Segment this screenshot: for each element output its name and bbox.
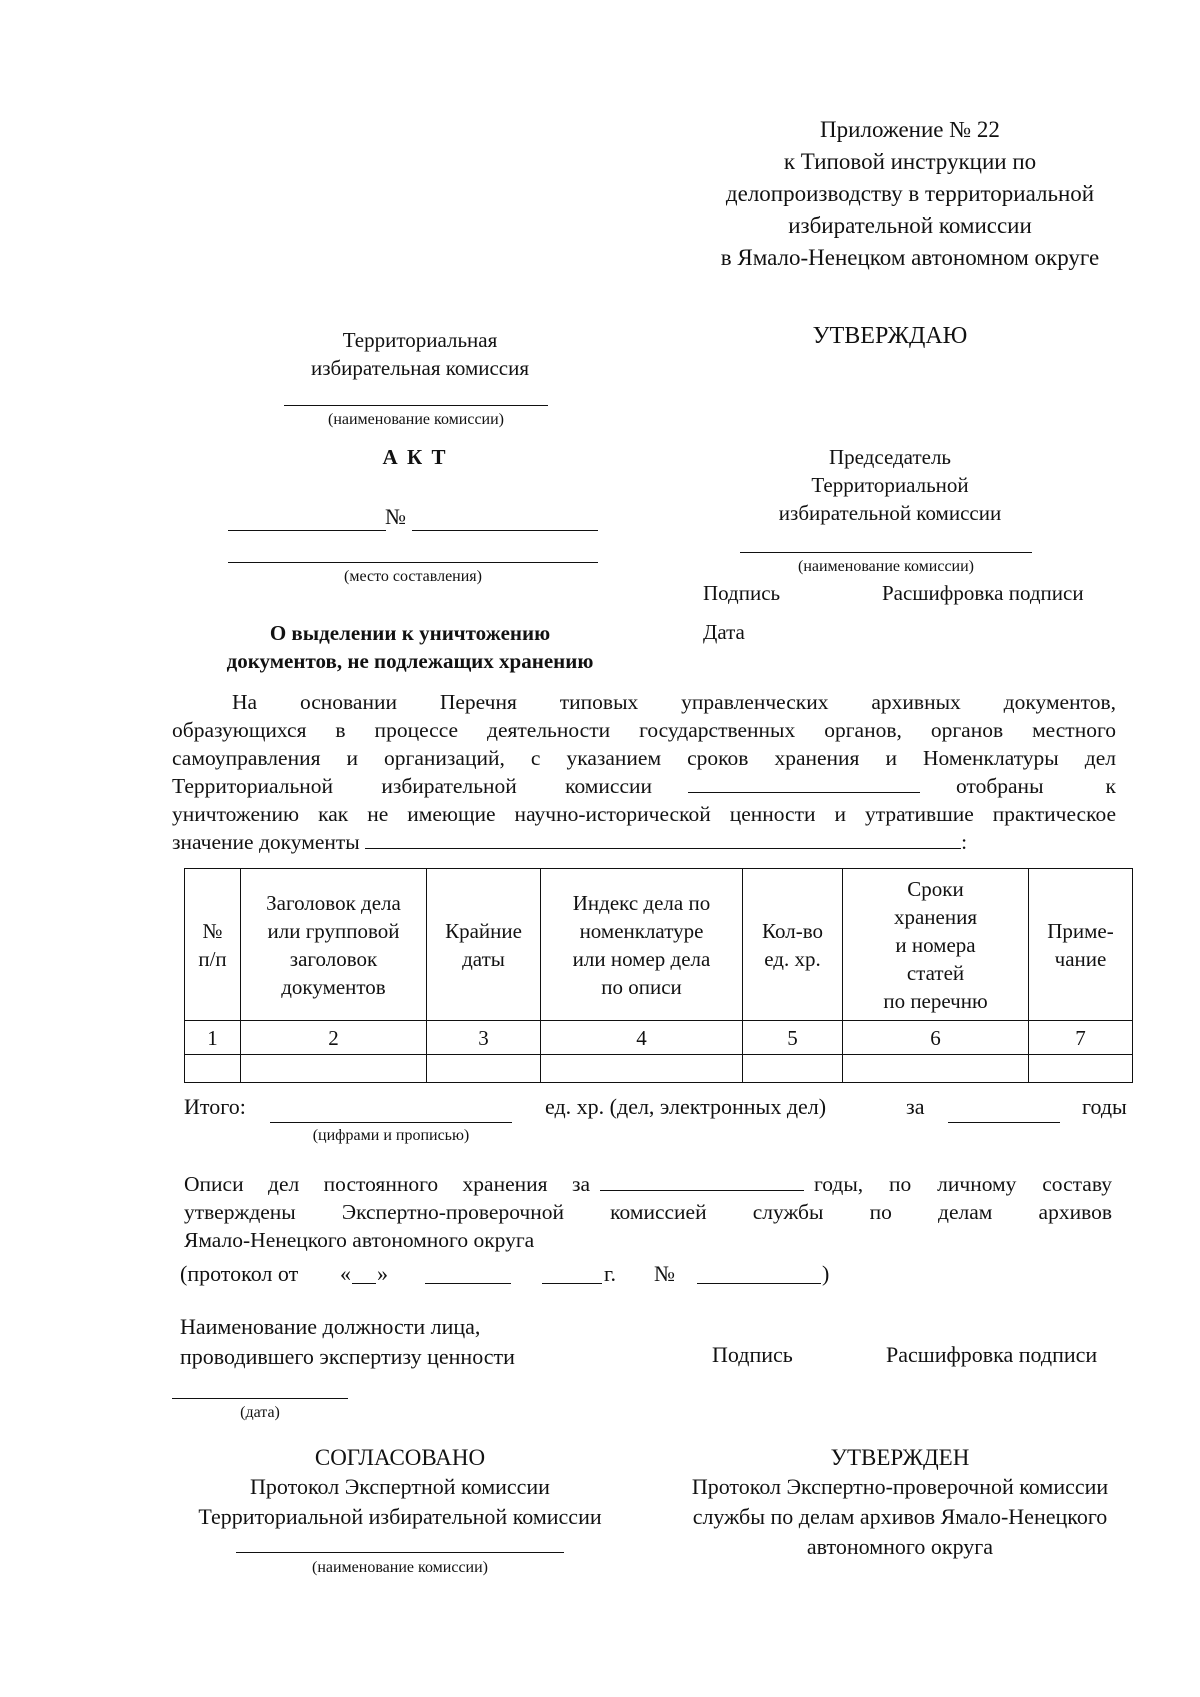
body-line-6 — [172, 828, 1116, 856]
org-name-blank — [284, 405, 548, 406]
table-header-row — [185, 869, 1133, 1021]
empty-cell — [241, 1055, 427, 1083]
empty-cell — [743, 1055, 843, 1083]
approve-caption: (наименование комиссии) — [797, 558, 974, 575]
act-number-blank — [412, 530, 598, 531]
appendix-line: избирательной комиссии — [788, 213, 1032, 238]
empty-cell — [427, 1055, 541, 1083]
total-caption: (цифрами и прописью) — [312, 1127, 470, 1144]
act-number-sign: № — [385, 504, 406, 529]
org-caption: (наименование комиссии) — [327, 411, 504, 428]
approve-signature-label: Подпись — [703, 581, 781, 605]
approve-decoding-label: Расшифровка подписи — [882, 581, 1084, 605]
body-line-6-text: значение документы — [172, 830, 360, 854]
body-line-2: образующихся в процессе деятельности государственных органов, органов местного — [172, 718, 1116, 742]
total-years: годы — [1082, 1094, 1127, 1119]
agreed-text — [150, 1472, 650, 1532]
inventory-line-1 — [184, 1170, 1112, 1198]
empty-cell — [843, 1055, 1029, 1083]
expert-date-caption: (дата) — [240, 1404, 280, 1421]
empty-cell — [185, 1055, 241, 1083]
col-number-cell: 1 — [185, 1021, 241, 1055]
total-years-blank — [948, 1122, 1060, 1123]
table-row — [185, 1055, 1133, 1083]
protocol-from: (протокол от — [180, 1261, 299, 1286]
approved-line-3: автономного округа — [806, 1534, 994, 1559]
act-subject — [170, 619, 650, 675]
body-line-6-end: : — [961, 830, 968, 854]
protocol-day-blank — [352, 1283, 376, 1284]
col-header-note: Приме- чание — [1029, 869, 1133, 1021]
org-line-2: избирательная комиссия — [310, 356, 530, 380]
approve-title: УТВЕРЖДАЮ — [812, 323, 968, 349]
appendix-line: к Типовой инструкции по — [783, 149, 1037, 174]
protocol-number-sign: № — [654, 1261, 675, 1286]
col-number-cell: 5 — [743, 1021, 843, 1055]
inventory-line-1-text: Описи дел постоянного хранения за — [184, 1172, 590, 1196]
inventory-line-3: Ямало-Ненецкого автономного округа — [184, 1228, 535, 1252]
act-title: А К Т — [382, 445, 448, 469]
col-number-cell: 6 — [843, 1021, 1029, 1055]
protocol-number-blank — [697, 1283, 821, 1284]
body-line-5: уничтожению как не имеющие научно-исторической ценности и утратившие практическое — [172, 802, 1116, 826]
total-for: за — [906, 1094, 925, 1119]
col-header-number: № п/п — [185, 869, 241, 1021]
col-header-count: Кол-во ед. хр. — [743, 869, 843, 1021]
col-number-cell: 2 — [241, 1021, 427, 1055]
protocol-year-mark: г. — [604, 1261, 617, 1286]
col-number-cell: 7 — [1029, 1021, 1133, 1055]
org-name — [270, 326, 570, 382]
appendix-line: Приложение № 22 — [820, 117, 1000, 142]
col-header-index: Индекс дела по номенклатуре или номер дела по описи — [541, 869, 743, 1021]
col-number-cell: 3 — [427, 1021, 541, 1055]
expert-decoding-label: Расшифровка подписи — [886, 1342, 1098, 1367]
body-line-4 — [172, 772, 1116, 800]
total-label: Итого: — [184, 1094, 246, 1119]
expert-signature-label: Подпись — [712, 1342, 793, 1367]
approved-title: УТВЕРЖДЕН — [830, 1445, 970, 1470]
body-line-3: самоуправления и организаций, с указанием сроков хранения и Номенклатуры дел — [172, 746, 1116, 770]
documents-blank — [365, 828, 961, 849]
appendix-header — [630, 114, 1190, 274]
protocol-quote-close: » — [377, 1261, 388, 1286]
protocol-quote-open: « — [340, 1261, 351, 1286]
org-line-1: Территориальная — [342, 328, 498, 352]
total-units: ед. хр. (дел, электронных дел) — [545, 1094, 827, 1119]
empty-cell — [1029, 1055, 1133, 1083]
subject-line-2: документов, не подлежащих хранению — [226, 649, 594, 673]
approved-line-2: службы по делам архивов Ямало-Ненецкого — [692, 1504, 1108, 1529]
agreed-caption: (наименование комиссии) — [311, 1559, 488, 1576]
expert-position — [180, 1312, 515, 1372]
act-table — [184, 868, 1133, 1083]
agreed-title: СОГЛАСОВАНО — [314, 1445, 486, 1470]
col-header-title: Заголовок дела или групповой заголовок документов — [241, 869, 427, 1021]
place-blank — [228, 562, 598, 563]
col-header-dates: Крайние даты — [427, 869, 541, 1021]
approve-line-3: избирательной комиссии — [778, 501, 1002, 525]
approve-date-label: Дата — [703, 620, 745, 644]
body-paragraph — [172, 688, 1116, 856]
agreed-line-2: Территориальной избирательной комиссии — [198, 1504, 602, 1529]
inventory-paragraph — [184, 1170, 1112, 1254]
protocol-year-blank — [542, 1283, 602, 1284]
subject-line-1: О выделении к уничтожению — [269, 621, 551, 645]
commission-blank — [688, 772, 920, 793]
act-date-blank — [228, 530, 386, 531]
inventory-line-1-end: годы, по личному составу — [814, 1172, 1112, 1196]
agreed-line-1: Протокол Экспертной комиссии — [250, 1474, 550, 1499]
protocol-close-paren: ) — [822, 1261, 830, 1286]
expert-line-1: Наименование должности лица, — [180, 1314, 481, 1339]
approved-line-1: Протокол Экспертно-проверочной комиссии — [691, 1474, 1109, 1499]
body-line-1: На основании Перечня типовых управленческих архивных документов, — [232, 690, 1116, 714]
inventory-years-blank — [600, 1170, 804, 1191]
inventory-line-2: утверждены Экспертно-проверочной комиссией службы по делам архивов — [184, 1200, 1112, 1224]
approve-line-2: Территориальной — [811, 473, 969, 497]
agreed-name-blank — [236, 1552, 564, 1553]
body-line-4-end: отобраны к — [956, 774, 1116, 798]
body-line-4-text: Территориальной избирательной комиссии — [172, 774, 652, 798]
approve-line-1: Председатель — [828, 445, 952, 469]
approve-name-blank — [740, 552, 1032, 553]
protocol-month-blank — [425, 1283, 511, 1284]
col-number-cell: 4 — [541, 1021, 743, 1055]
expert-line-2: проводившего экспертизу ценности — [180, 1344, 515, 1369]
approve-position — [730, 443, 1050, 527]
place-caption: (место составления) — [344, 568, 482, 585]
appendix-line: в Ямало-Ненецком автономном округе — [720, 245, 1100, 270]
expert-date-blank — [172, 1398, 348, 1399]
col-header-storage: Сроки хранения и номера статей по перечню — [843, 869, 1029, 1021]
empty-cell — [541, 1055, 743, 1083]
appendix-line: делопроизводству в территориальной — [725, 181, 1095, 206]
table-number-row — [185, 1021, 1133, 1055]
total-blank — [270, 1122, 512, 1123]
approved-text — [650, 1472, 1150, 1562]
